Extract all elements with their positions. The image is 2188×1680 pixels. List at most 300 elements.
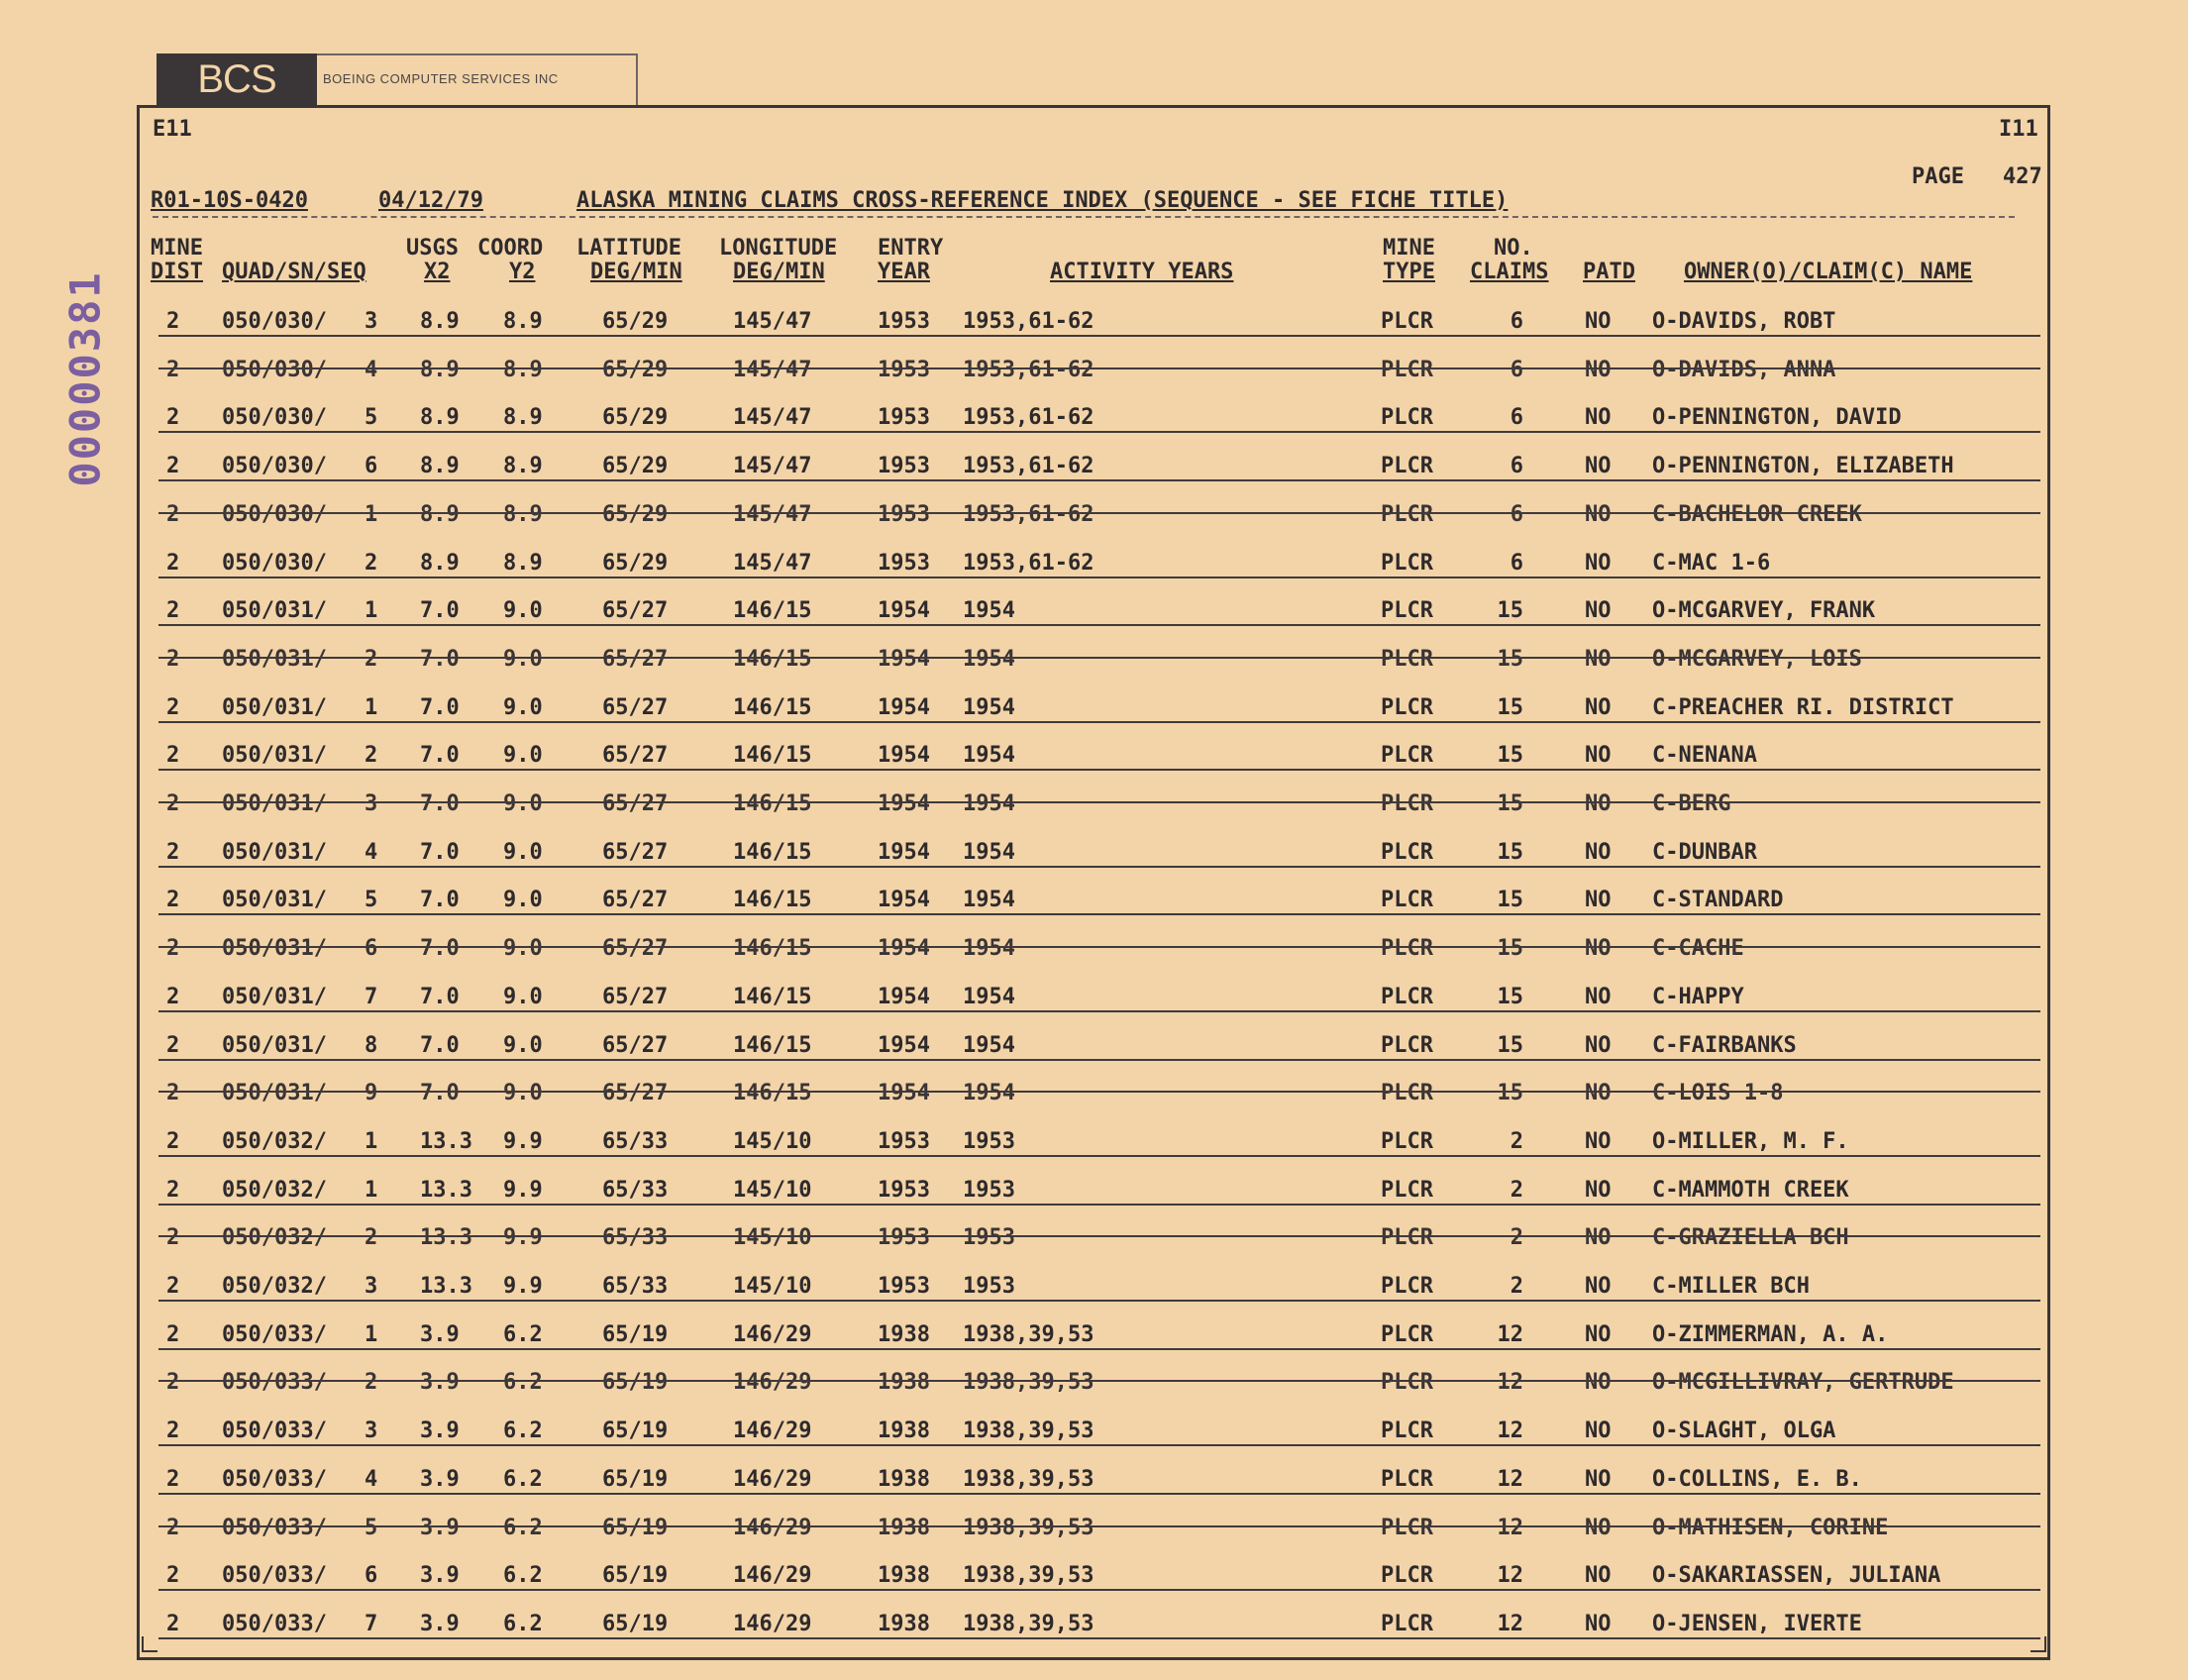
table-row (0, 924, 2188, 972)
row-longitude: 145/10 (733, 1177, 812, 1203)
row-quad: 050/031/ (222, 646, 327, 672)
col-patd: PATD (1583, 260, 1635, 284)
row-mine-type: PLCR (1381, 598, 1433, 624)
row-claims: 15 (1497, 743, 1523, 769)
row-quad: 050/032/ (222, 1128, 327, 1154)
col-lat-2: DEG/MIN (590, 260, 682, 284)
row-quad: 050/030/ (222, 550, 327, 576)
row-quad: 050/031/ (222, 839, 327, 865)
table-row (0, 1407, 2188, 1454)
row-y2: 6.2 (503, 1418, 543, 1444)
report-id: R01-10S-0420 (151, 188, 308, 213)
row-entry-year: 1954 (878, 1081, 930, 1106)
row-mine-type: PLCR (1381, 1466, 1433, 1492)
row-owner-name: O-SAKARIASSEN, JULIANA (1652, 1563, 1941, 1589)
strike-line (158, 1525, 2040, 1527)
row-quad: 050/032/ (222, 1274, 327, 1299)
row-y2: 8.9 (503, 309, 543, 334)
corner-mark-right (2031, 1636, 2046, 1652)
row-longitude: 146/15 (733, 888, 812, 913)
row-seq: 6 (365, 454, 378, 479)
row-y2: 6.2 (503, 1466, 543, 1492)
row-entry-year: 1938 (878, 1370, 930, 1396)
row-mine-type: PLCR (1381, 1081, 1433, 1106)
row-seq: 1 (365, 1321, 378, 1347)
row-x2: 7.0 (420, 1032, 460, 1058)
row-mine-dist: 2 (166, 1032, 180, 1058)
row-y2: 9.9 (503, 1225, 543, 1251)
row-rule (158, 1637, 2040, 1639)
row-rule (158, 1444, 2040, 1446)
row-x2: 3.9 (420, 1563, 460, 1589)
corner-mark-left (142, 1636, 157, 1652)
row-owner-name: C-DUNBAR (1652, 839, 1757, 865)
row-patd: NO (1585, 1466, 1612, 1492)
row-mine-dist: 2 (166, 1563, 180, 1589)
row-owner-name: O-SLAGHT, OLGA (1652, 1418, 1836, 1444)
row-seq: 2 (365, 646, 378, 672)
bcs-logo: BCS (156, 53, 317, 105)
row-latitude: 65/19 (602, 1466, 669, 1492)
row-claims: 6 (1510, 405, 1523, 431)
row-mine-type: PLCR (1381, 839, 1433, 865)
strike-line (158, 1235, 2040, 1237)
row-seq: 2 (365, 743, 378, 769)
row-x2: 3.9 (420, 1515, 460, 1540)
row-quad: 050/032/ (222, 1225, 327, 1251)
table-row (0, 297, 2188, 345)
row-activity-years: 1953 (963, 1274, 1015, 1299)
row-y2: 9.0 (503, 984, 543, 1009)
row-x2: 8.9 (420, 309, 460, 334)
row-x2: 7.0 (420, 791, 460, 816)
logo-company-name: BOEING COMPUTER SERVICES INC (323, 71, 559, 86)
row-patd: NO (1585, 646, 1612, 672)
row-x2: 7.0 (420, 888, 460, 913)
row-y2: 9.0 (503, 598, 543, 624)
row-seq: 1 (365, 501, 378, 527)
row-activity-years: 1954 (963, 888, 1015, 913)
row-longitude: 146/29 (733, 1611, 812, 1636)
row-x2: 8.9 (420, 405, 460, 431)
row-activity-years: 1954 (963, 743, 1015, 769)
row-owner-name: C-FAIRBANKS (1652, 1032, 1797, 1058)
row-activity-years: 1953 (963, 1177, 1015, 1203)
row-mine-type: PLCR (1381, 936, 1433, 962)
row-y2: 6.2 (503, 1611, 543, 1636)
strike-line (158, 368, 2040, 369)
col-x2-2: X2 (424, 260, 451, 284)
row-mine-type: PLCR (1381, 1274, 1433, 1299)
row-longitude: 145/47 (733, 405, 812, 431)
row-mine-type: PLCR (1381, 501, 1433, 527)
row-claims: 12 (1497, 1466, 1523, 1492)
row-x2: 7.0 (420, 1081, 460, 1106)
row-mine-type: PLCR (1381, 1321, 1433, 1347)
row-longitude: 145/47 (733, 309, 812, 334)
table-row (0, 1600, 2188, 1647)
row-quad: 050/033/ (222, 1370, 327, 1396)
row-latitude: 65/27 (602, 888, 669, 913)
row-entry-year: 1954 (878, 888, 930, 913)
table-row (0, 1311, 2188, 1358)
row-activity-years: 1953,61-62 (963, 309, 1094, 334)
row-patd: NO (1585, 1128, 1612, 1154)
row-entry-year: 1954 (878, 1032, 930, 1058)
row-owner-name: C-NENANA (1652, 743, 1757, 769)
row-y2: 9.0 (503, 1032, 543, 1058)
row-seq: 2 (365, 550, 378, 576)
row-longitude: 146/15 (733, 1032, 812, 1058)
row-patd: NO (1585, 839, 1612, 865)
row-rule (158, 624, 2040, 626)
row-activity-years: 1953,61-62 (963, 501, 1094, 527)
row-latitude: 65/27 (602, 598, 669, 624)
table-row (0, 1358, 2188, 1406)
row-y2: 6.2 (503, 1515, 543, 1540)
row-latitude: 65/19 (602, 1321, 669, 1347)
row-y2: 9.0 (503, 1081, 543, 1106)
row-mine-dist: 2 (166, 1225, 180, 1251)
row-claims: 12 (1497, 1321, 1523, 1347)
row-y2: 8.9 (503, 405, 543, 431)
row-latitude: 65/19 (602, 1611, 669, 1636)
table-row (0, 539, 2188, 586)
row-y2: 8.9 (503, 501, 543, 527)
row-owner-name: C-HAPPY (1652, 984, 1744, 1009)
row-activity-years: 1954 (963, 1081, 1015, 1106)
row-mine-type: PLCR (1381, 405, 1433, 431)
col-entry-1: ENTRY (878, 236, 944, 261)
row-mine-dist: 2 (166, 1418, 180, 1444)
row-entry-year: 1953 (878, 1128, 930, 1154)
row-rule (158, 1010, 2040, 1012)
row-seq: 1 (365, 1177, 378, 1203)
row-seq: 1 (365, 694, 378, 720)
row-patd: NO (1585, 454, 1612, 479)
row-claims: 15 (1497, 598, 1523, 624)
row-seq: 4 (365, 1466, 378, 1492)
row-patd: NO (1585, 984, 1612, 1009)
row-x2: 13.3 (420, 1225, 472, 1251)
row-latitude: 65/27 (602, 936, 669, 962)
table-row (0, 780, 2188, 827)
row-longitude: 146/15 (733, 646, 812, 672)
row-y2: 8.9 (503, 454, 543, 479)
row-activity-years: 1954 (963, 646, 1015, 672)
row-patd: NO (1585, 1611, 1612, 1636)
row-seq: 9 (365, 1081, 378, 1106)
row-activity-years: 1954 (963, 694, 1015, 720)
table-row (0, 1166, 2188, 1213)
row-x2: 7.0 (420, 984, 460, 1009)
row-latitude: 65/29 (602, 501, 669, 527)
row-mine-dist: 2 (166, 501, 180, 527)
row-entry-year: 1953 (878, 357, 930, 382)
strike-line (158, 1380, 2040, 1382)
row-mine-type: PLCR (1381, 1370, 1433, 1396)
row-seq: 7 (365, 1611, 378, 1636)
row-y2: 9.0 (503, 936, 543, 962)
table-row (0, 1021, 2188, 1069)
row-claims: 6 (1510, 501, 1523, 527)
col-type-1: MINE (1383, 236, 1435, 261)
row-claims: 6 (1510, 309, 1523, 334)
table-row (0, 1117, 2188, 1165)
row-rule (158, 479, 2040, 481)
row-quad: 050/033/ (222, 1321, 327, 1347)
row-patd: NO (1585, 1225, 1612, 1251)
row-quad: 050/033/ (222, 1418, 327, 1444)
row-rule (158, 1204, 2040, 1206)
row-entry-year: 1953 (878, 550, 930, 576)
row-quad: 050/031/ (222, 791, 327, 816)
row-mine-dist: 2 (166, 1274, 180, 1299)
col-mine-dist-1: MINE (151, 236, 203, 261)
row-claims: 15 (1497, 1081, 1523, 1106)
col-quad: QUAD/SN/SEQ (222, 260, 366, 284)
row-entry-year: 1954 (878, 646, 930, 672)
row-latitude: 65/33 (602, 1177, 669, 1203)
document-stamp: 00000381 (60, 269, 110, 487)
row-entry-year: 1954 (878, 598, 930, 624)
row-activity-years: 1953,61-62 (963, 357, 1094, 382)
row-entry-year: 1953 (878, 1177, 930, 1203)
row-patd: NO (1585, 1515, 1612, 1540)
row-entry-year: 1938 (878, 1466, 930, 1492)
row-activity-years: 1954 (963, 598, 1015, 624)
row-seq: 8 (365, 1032, 378, 1058)
row-longitude: 145/10 (733, 1225, 812, 1251)
row-seq: 3 (365, 1274, 378, 1299)
row-mine-dist: 2 (166, 454, 180, 479)
row-longitude: 146/15 (733, 694, 812, 720)
row-x2: 13.3 (420, 1274, 472, 1299)
col-y2-1: COORD (477, 236, 544, 261)
row-quad: 050/031/ (222, 598, 327, 624)
row-latitude: 65/19 (602, 1563, 669, 1589)
row-claims: 12 (1497, 1418, 1523, 1444)
row-quad: 050/031/ (222, 936, 327, 962)
row-entry-year: 1938 (878, 1563, 930, 1589)
row-claims: 15 (1497, 1032, 1523, 1058)
table-row (0, 1551, 2188, 1599)
row-latitude: 65/33 (602, 1128, 669, 1154)
row-mine-dist: 2 (166, 791, 180, 816)
row-latitude: 65/27 (602, 791, 669, 816)
row-patd: NO (1585, 1370, 1612, 1396)
row-rule (158, 769, 2040, 771)
row-activity-years: 1938,39,53 (963, 1418, 1094, 1444)
col-entry-2: YEAR (878, 260, 930, 284)
row-patd: NO (1585, 888, 1612, 913)
row-entry-year: 1953 (878, 454, 930, 479)
row-claims: 15 (1497, 646, 1523, 672)
row-patd: NO (1585, 1321, 1612, 1347)
row-longitude: 145/47 (733, 550, 812, 576)
fiche-coordinate-left: E11 (153, 117, 192, 142)
row-latitude: 65/29 (602, 405, 669, 431)
row-longitude: 146/29 (733, 1563, 812, 1589)
row-seq: 4 (365, 839, 378, 865)
row-mine-dist: 2 (166, 309, 180, 334)
table-row (0, 442, 2188, 489)
row-entry-year: 1938 (878, 1611, 930, 1636)
table-row (0, 828, 2188, 876)
table-row (0, 876, 2188, 923)
row-quad: 050/030/ (222, 309, 327, 334)
row-mine-type: PLCR (1381, 694, 1433, 720)
table-row (0, 683, 2188, 731)
row-activity-years: 1953 (963, 1225, 1015, 1251)
row-x2: 3.9 (420, 1370, 460, 1396)
row-seq: 2 (365, 1370, 378, 1396)
row-longitude: 145/47 (733, 501, 812, 527)
row-entry-year: 1938 (878, 1418, 930, 1444)
row-y2: 9.0 (503, 743, 543, 769)
row-activity-years: 1938,39,53 (963, 1611, 1094, 1636)
page-label: PAGE (1912, 164, 1964, 189)
col-owner: OWNER(O)/CLAIM(C) NAME (1684, 260, 1973, 284)
row-entry-year: 1953 (878, 501, 930, 527)
row-claims: 2 (1510, 1177, 1523, 1203)
row-longitude: 145/47 (733, 454, 812, 479)
row-seq: 1 (365, 1128, 378, 1154)
row-mine-type: PLCR (1381, 743, 1433, 769)
row-x2: 7.0 (420, 598, 460, 624)
row-activity-years: 1953 (963, 1128, 1015, 1154)
row-mine-dist: 2 (166, 598, 180, 624)
row-mine-dist: 2 (166, 984, 180, 1009)
row-seq: 4 (365, 357, 378, 382)
row-patd: NO (1585, 1274, 1612, 1299)
row-owner-name: O-DAVIDS, ANNA (1652, 357, 1836, 382)
col-activity: ACTIVITY YEARS (1050, 260, 1234, 284)
row-mine-type: PLCR (1381, 1563, 1433, 1589)
row-latitude: 65/29 (602, 454, 669, 479)
row-owner-name: C-BACHELOR CREEK (1652, 501, 1862, 527)
row-y2: 9.0 (503, 839, 543, 865)
row-activity-years: 1954 (963, 936, 1015, 962)
row-mine-dist: 2 (166, 694, 180, 720)
row-claims: 15 (1497, 791, 1523, 816)
row-rule (158, 431, 2040, 433)
row-owner-name: O-MCGARVEY, FRANK (1652, 598, 1876, 624)
row-y2: 6.2 (503, 1563, 543, 1589)
row-mine-type: PLCR (1381, 1177, 1433, 1203)
row-rule (158, 721, 2040, 723)
row-longitude: 146/29 (733, 1370, 812, 1396)
row-longitude: 146/29 (733, 1515, 812, 1540)
row-owner-name: C-MAMMOTH CREEK (1652, 1177, 1849, 1203)
row-seq: 2 (365, 1225, 378, 1251)
row-y2: 9.0 (503, 694, 543, 720)
col-mine-dist-2: DIST (151, 260, 203, 284)
row-seq: 3 (365, 791, 378, 816)
row-claims: 15 (1497, 888, 1523, 913)
row-latitude: 65/29 (602, 550, 669, 576)
col-x2-1: USGS (406, 236, 459, 261)
row-patd: NO (1585, 694, 1612, 720)
row-activity-years: 1954 (963, 1032, 1015, 1058)
row-x2: 7.0 (420, 839, 460, 865)
table-row (0, 490, 2188, 538)
row-activity-years: 1938,39,53 (963, 1515, 1094, 1540)
row-longitude: 146/15 (733, 791, 812, 816)
row-patd: NO (1585, 357, 1612, 382)
row-quad: 050/031/ (222, 888, 327, 913)
row-x2: 3.9 (420, 1611, 460, 1636)
row-owner-name: O-MILLER, M. F. (1652, 1128, 1849, 1154)
strike-line (158, 946, 2040, 948)
row-x2: 3.9 (420, 1466, 460, 1492)
row-mine-dist: 2 (166, 1370, 180, 1396)
row-latitude: 65/33 (602, 1274, 669, 1299)
row-mine-dist: 2 (166, 1515, 180, 1540)
row-longitude: 145/10 (733, 1128, 812, 1154)
row-longitude: 146/15 (733, 839, 812, 865)
row-rule (158, 913, 2040, 915)
row-x2: 13.3 (420, 1128, 472, 1154)
row-claims: 2 (1510, 1128, 1523, 1154)
row-quad: 050/033/ (222, 1466, 327, 1492)
row-x2: 7.0 (420, 936, 460, 962)
row-patd: NO (1585, 791, 1612, 816)
row-longitude: 145/47 (733, 357, 812, 382)
row-mine-type: PLCR (1381, 1032, 1433, 1058)
row-patd: NO (1585, 501, 1612, 527)
row-rule (158, 1300, 2040, 1302)
row-longitude: 146/29 (733, 1466, 812, 1492)
row-owner-name: C-MAC 1-6 (1652, 550, 1771, 576)
row-latitude: 65/27 (602, 646, 669, 672)
col-y2-2: Y2 (509, 260, 536, 284)
report-title: ALASKA MINING CLAIMS CROSS-REFERENCE INDEX (SEQUENCE - SEE FICHE TITLE) (576, 188, 1509, 213)
row-seq: 6 (365, 1563, 378, 1589)
report-date: 04/12/79 (378, 188, 483, 213)
row-latitude: 65/27 (602, 1081, 669, 1106)
row-seq: 7 (365, 984, 378, 1009)
row-latitude: 65/19 (602, 1418, 669, 1444)
row-mine-type: PLCR (1381, 984, 1433, 1009)
row-owner-name: C-BERG (1652, 791, 1731, 816)
row-mine-dist: 2 (166, 1128, 180, 1154)
row-claims: 15 (1497, 984, 1523, 1009)
table-row (0, 586, 2188, 634)
row-owner-name: O-MCGARVEY, LOIS (1652, 646, 1862, 672)
row-entry-year: 1954 (878, 839, 930, 865)
row-owner-name: O-MCGILLIVRAY, GERTRUDE (1652, 1370, 1954, 1396)
row-claims: 6 (1510, 550, 1523, 576)
row-longitude: 145/10 (733, 1274, 812, 1299)
row-owner-name: C-CACHE (1652, 936, 1744, 962)
row-x2: 7.0 (420, 694, 460, 720)
row-patd: NO (1585, 1563, 1612, 1589)
table-row (0, 1504, 2188, 1551)
row-mine-dist: 2 (166, 936, 180, 962)
row-seq: 1 (365, 598, 378, 624)
row-owner-name: O-COLLINS, E. B. (1652, 1466, 1862, 1492)
row-entry-year: 1954 (878, 984, 930, 1009)
row-x2: 3.9 (420, 1418, 460, 1444)
row-activity-years: 1953,61-62 (963, 454, 1094, 479)
row-activity-years: 1953,61-62 (963, 405, 1094, 431)
row-owner-name: C-PREACHER RI. DISTRICT (1652, 694, 1954, 720)
row-entry-year: 1954 (878, 791, 930, 816)
row-rule (158, 577, 2040, 578)
row-seq: 5 (365, 1515, 378, 1540)
row-patd: NO (1585, 936, 1612, 962)
